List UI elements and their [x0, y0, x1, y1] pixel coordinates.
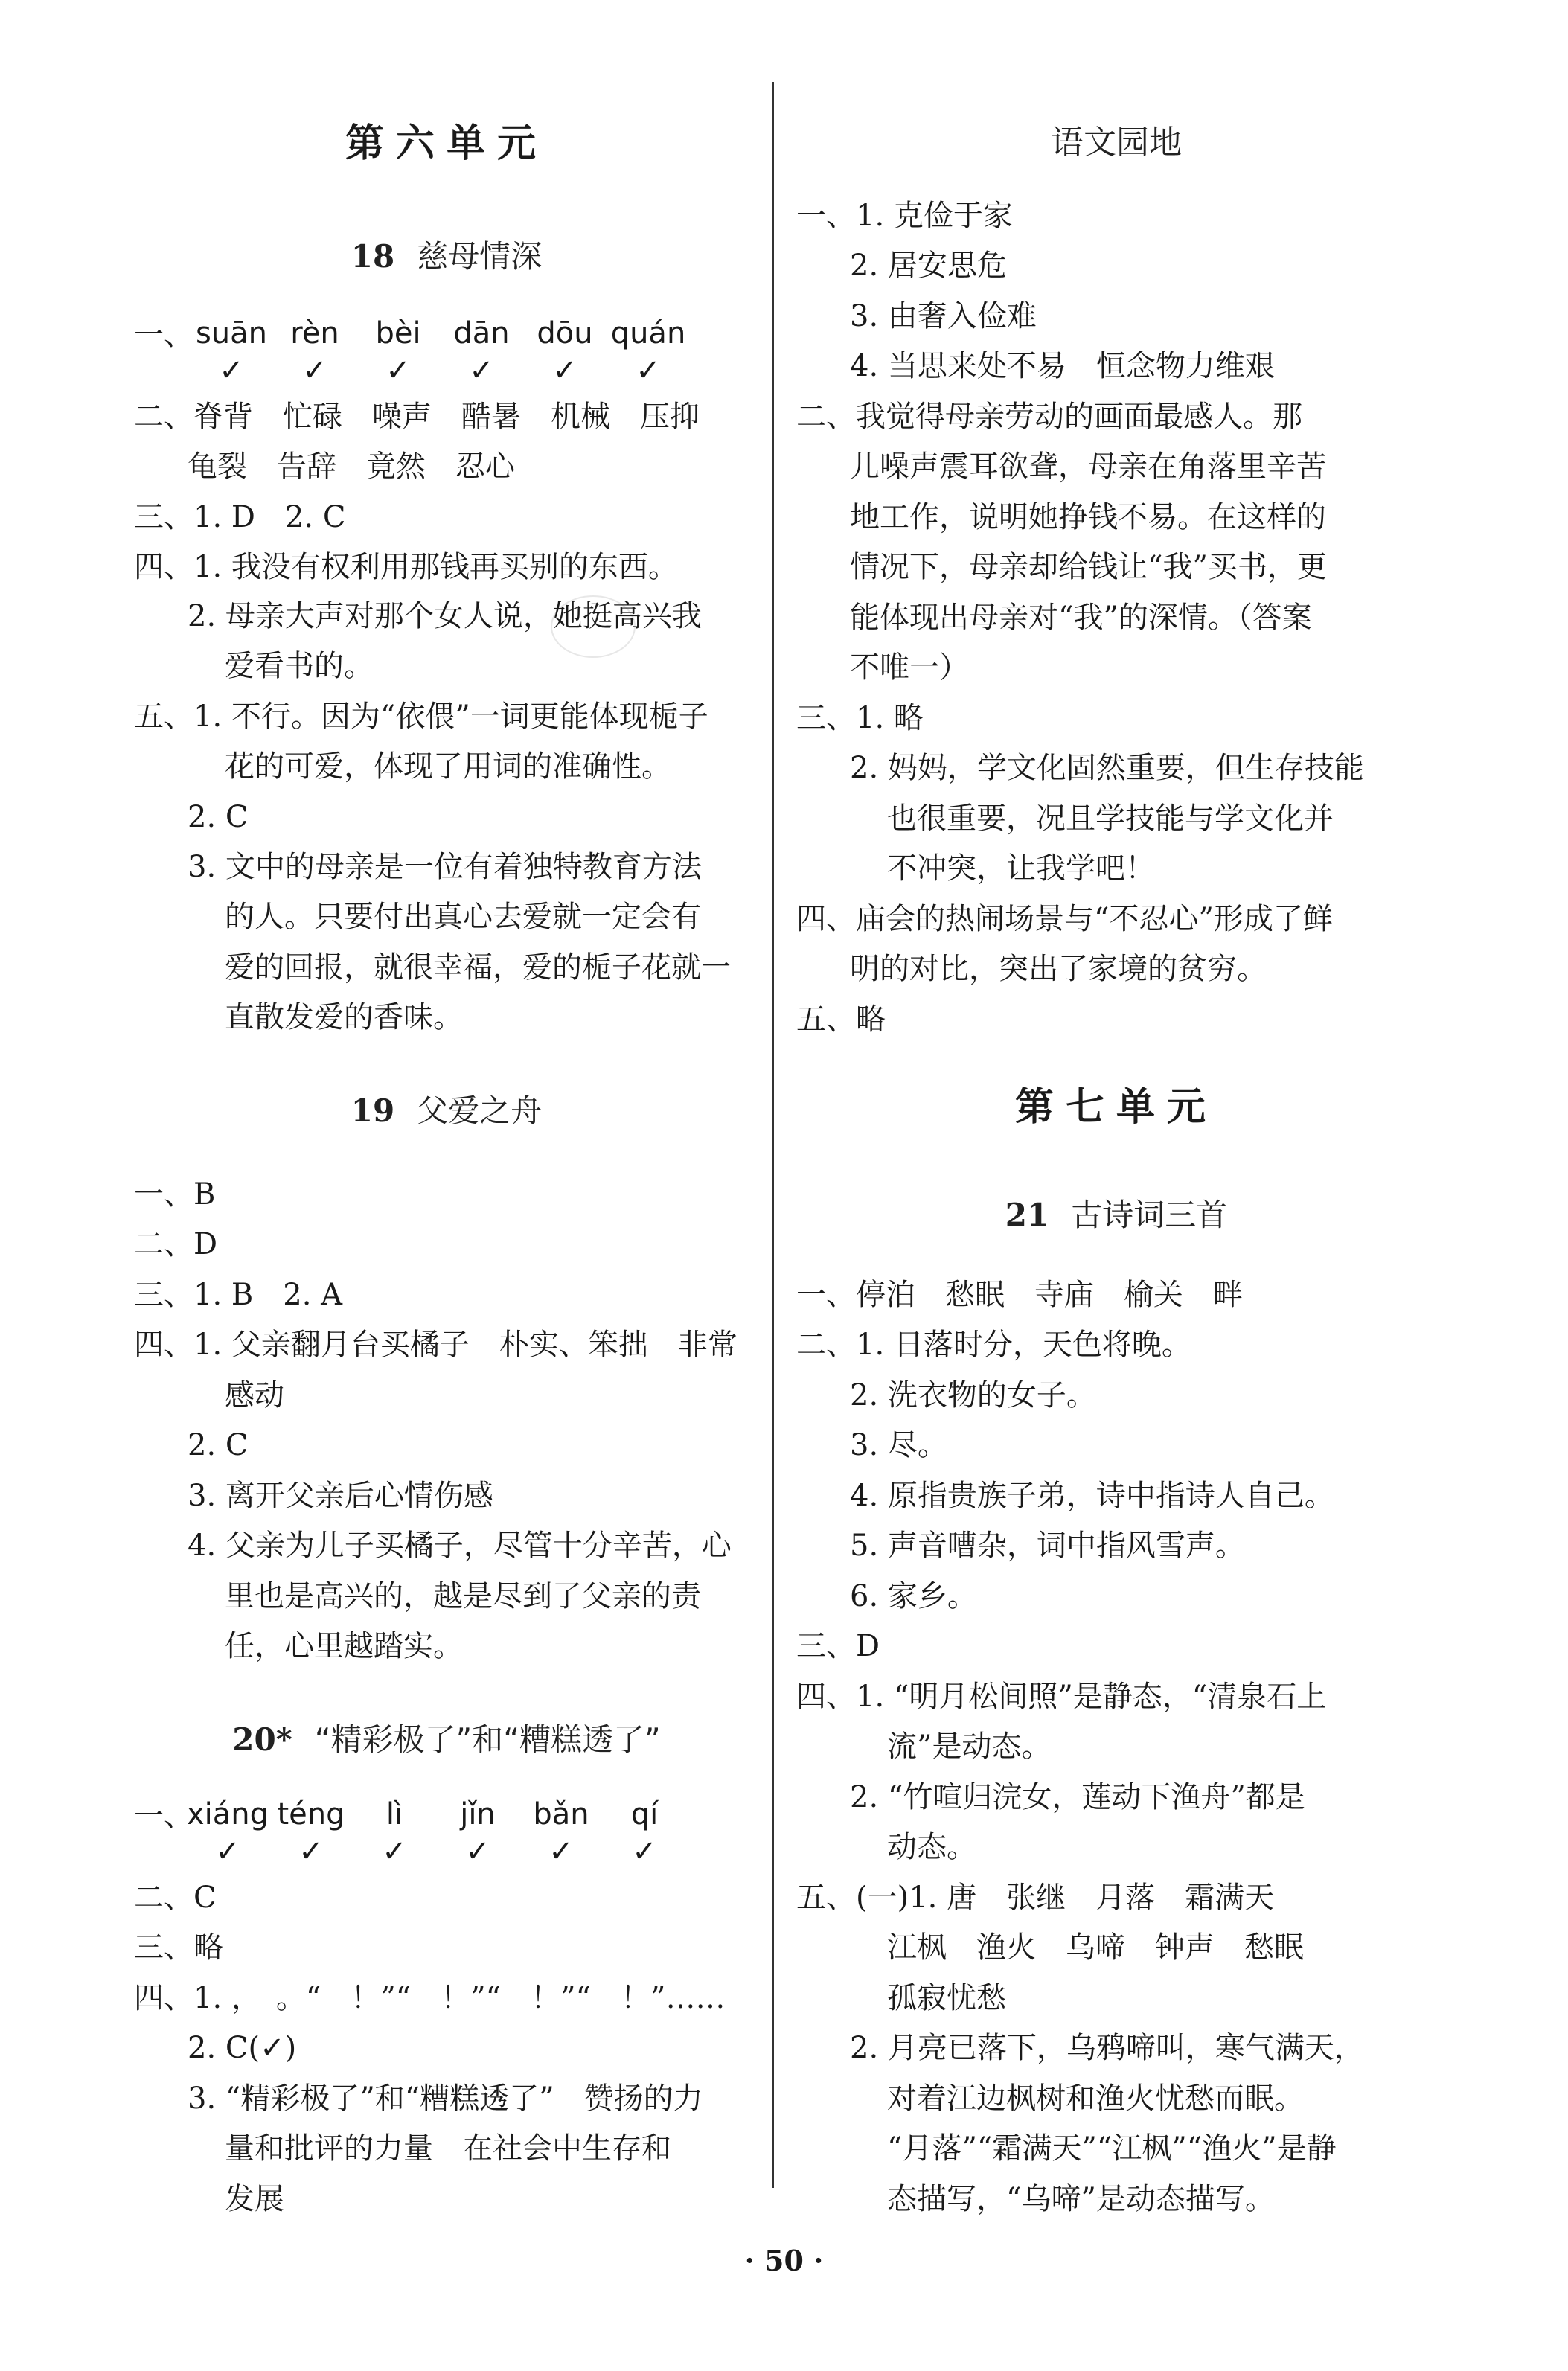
page-number: · 50 · — [744, 2244, 824, 2277]
l18-q3: 三、1. D 2. C — [134, 500, 346, 534]
l18-q5-1a: 五、1. 不行。因为“依偎”一词更能体现栀子 — [134, 700, 708, 734]
l21-q5-1b: 江枫 渔火 乌啼 钟声 愁眠 — [887, 1930, 1304, 1965]
l20-pinyin-row: xiáng téng lì jǐn bǎn qí — [186, 1797, 659, 1831]
check-icon: ✓ — [548, 1834, 574, 1869]
l20-q3: 三、略 — [134, 1930, 223, 1965]
l21-q5-1a: 五、(一)1. 唐 张继 月落 霜满天 — [796, 1881, 1275, 1915]
check-icon: ✓ — [632, 1834, 657, 1869]
l18-q5-1b: 花的可爱，体现了用词的准确性。 — [225, 749, 671, 784]
g4b: 明的对比，突出了家境的贫穷。 — [850, 952, 1267, 986]
l19-q4-3: 3. 离开父亲后心情伤感 — [188, 1479, 493, 1513]
g2e: 能体现出母亲对“我”的深情。（答案 — [850, 601, 1312, 635]
l20-check-row — [186, 1834, 686, 1869]
l18-q5-3d: 直散发爱的香味。 — [225, 1000, 463, 1034]
g3-2b: 也很重要，况且学技能与学文化并 — [887, 801, 1334, 836]
lesson-18-title: 18 慈母情深 — [351, 238, 543, 275]
l20-q4-3b: 量和批评的力量 在社会中生存和 — [225, 2131, 671, 2166]
check-icon: ✓ — [298, 1834, 324, 1869]
l20-q4-3c: 发展 — [225, 2182, 284, 2216]
l19-q2: 二、D — [134, 1227, 218, 1261]
l19-q1: 一、B — [134, 1177, 216, 1212]
l21-q3: 三、D — [796, 1629, 880, 1663]
l19-q4-4c: 任，心里越踏实。 — [225, 1629, 463, 1663]
check-icon: ✓ — [385, 353, 411, 388]
l18-q1-label: 一、 — [134, 318, 193, 352]
g2f: 不唯一） — [850, 650, 969, 685]
g2a: 二、我觉得母亲劳动的画面最感人。那 — [796, 400, 1302, 434]
check-icon: ✓ — [469, 353, 494, 388]
l18-q2-line2: 龟裂 告辞 竟然 忍心 — [188, 449, 515, 484]
l20-q4-2: 2. C(✓) — [188, 2031, 297, 2065]
check-icon: ✓ — [219, 353, 244, 388]
check-icon: ✓ — [465, 1834, 490, 1869]
unit-title-7: 第七单元 — [1014, 1084, 1217, 1130]
l18-q2-line1: 二、脊背 忙碌 噪声 酷暑 机械 压抑 — [134, 400, 700, 434]
l18-q4-2a: 2. 母亲大声对那个女人说，她挺高兴我 — [188, 599, 702, 633]
l18-q5-3c: 爱的回报，就很幸福，爱的栀子花就一 — [225, 950, 731, 985]
g4a: 四、庙会的热闹场景与“不忍心”形成了鲜 — [796, 902, 1333, 936]
l18-q5-3b: 的人。只要付出真心去爱就一定会有 — [225, 900, 701, 934]
l20-q1-label: 一、 — [134, 1799, 193, 1833]
g1-2: 2. 居安思危 — [850, 249, 1007, 283]
g3-2a: 2. 妈妈，学文化固然重要，但生存技能 — [850, 751, 1364, 785]
l19-q4-4a: 4. 父亲为儿子买橘子，尽管十分辛苦，心 — [188, 1529, 732, 1563]
l21-q1: 一、停泊 愁眠 寺庙 榆关 畔 — [796, 1278, 1243, 1312]
l21-q4-2b: 动态。 — [887, 1830, 976, 1864]
g1-3: 3. 由奢入俭难 — [850, 299, 1037, 333]
l18-check-row — [190, 353, 690, 388]
column-divider — [772, 82, 774, 2188]
l18-q4-2b: 爱看书的。 — [225, 649, 374, 683]
g5: 五、略 — [796, 1002, 886, 1037]
l21-q2-4: 4. 原指贵族子弟，诗中指诗人自己。 — [850, 1479, 1334, 1513]
g1-4: 4. 当思来处不易 恒念物力维艰 — [850, 349, 1275, 383]
l21-q5-1c: 孤寂忧愁 — [887, 1981, 1006, 2015]
l18-pinyin-row: suān rèn bèi dān dōu quán — [195, 316, 686, 351]
l18-q5-3a: 3. 文中的母亲是一位有着独特教育方法 — [188, 850, 702, 884]
l21-q5-2d: 态描写，“乌啼”是动态描写。 — [887, 2182, 1275, 2216]
check-icon: ✓ — [636, 353, 661, 388]
g2b: 儿噪声震耳欲聋，母亲在角落里辛苦 — [850, 449, 1326, 484]
l20-q4-1: 四、1. ， 。“ ！”“ ！”“ ！”“ ！”…… — [134, 1981, 726, 2015]
l19-q4-1b: 感动 — [225, 1378, 284, 1412]
check-icon: ✓ — [552, 353, 577, 388]
l18-q5-2: 2. C — [188, 800, 249, 834]
unit-title-6: 第六单元 — [345, 121, 548, 166]
l18-q4-1: 四、1. 我没有权利用那钱再买别的东西。 — [134, 550, 678, 584]
l21-q2-6: 6. 家乡。 — [850, 1579, 977, 1613]
l21-q2-3: 3. 尽。 — [850, 1428, 947, 1462]
l21-q4-2a: 2. “竹喧归浣女，莲动下渔舟”都是 — [850, 1780, 1305, 1814]
l21-q4-1a: 四、1. “明月松间照”是静态，“清泉石上 — [796, 1680, 1327, 1714]
l20-q4-3a: 3. “精彩极了”和“糟糕透了” 赞扬的力 — [188, 2082, 703, 2116]
l21-q5-2b: 对着江边枫树和渔火忧愁而眠。 — [887, 2082, 1304, 2116]
g3-2c: 不冲突，让我学吧！ — [887, 851, 1155, 886]
g1-1: 一、1. 克俭于家 — [796, 199, 1013, 233]
l21-q5-2a: 2. 月亮已落下，乌鸦啼叫，寒气满天， — [850, 2031, 1364, 2065]
l21-q2-1: 二、1. 日落时分，天色将晚。 — [796, 1328, 1191, 1362]
l21-q2-2: 2. 洗衣物的女子。 — [850, 1378, 1096, 1412]
l21-q5-2c: “月落”“霜满天”“江枫”“渔火”是静 — [887, 2131, 1337, 2166]
l21-q2-5: 5. 声音嘈杂，词中指风雪声。 — [850, 1529, 1245, 1563]
check-icon: ✓ — [302, 353, 327, 388]
l21-q4-1b: 流”是动态。 — [887, 1730, 1052, 1764]
lesson-21-title: 21 古诗词三首 — [1005, 1197, 1228, 1233]
garden-title: 语文园地 — [1051, 124, 1182, 161]
lesson-19-title: 19 父爱之舟 — [351, 1092, 543, 1129]
g2c: 地工作，说明她挣钱不易。在这样的 — [850, 500, 1326, 534]
l19-q3: 三、1. B 2. A — [134, 1278, 343, 1312]
lesson-20-title: 20* “精彩极了”和“糟糕透了” — [232, 1721, 661, 1758]
g2d: 情况下，母亲却给钱让“我”买书，更 — [850, 550, 1327, 584]
l20-q2: 二、C — [134, 1881, 217, 1915]
l19-q4-2: 2. C — [188, 1428, 249, 1462]
check-icon: ✓ — [382, 1834, 407, 1869]
l19-q4-1a: 四、1. 父亲翻月台买橘子 朴实、笨拙 非常 — [134, 1328, 737, 1362]
l19-q4-4b: 里也是高兴的，越是尽到了父亲的责 — [225, 1579, 701, 1613]
g3-1: 三、1. 略 — [796, 701, 924, 735]
check-icon: ✓ — [215, 1834, 240, 1869]
